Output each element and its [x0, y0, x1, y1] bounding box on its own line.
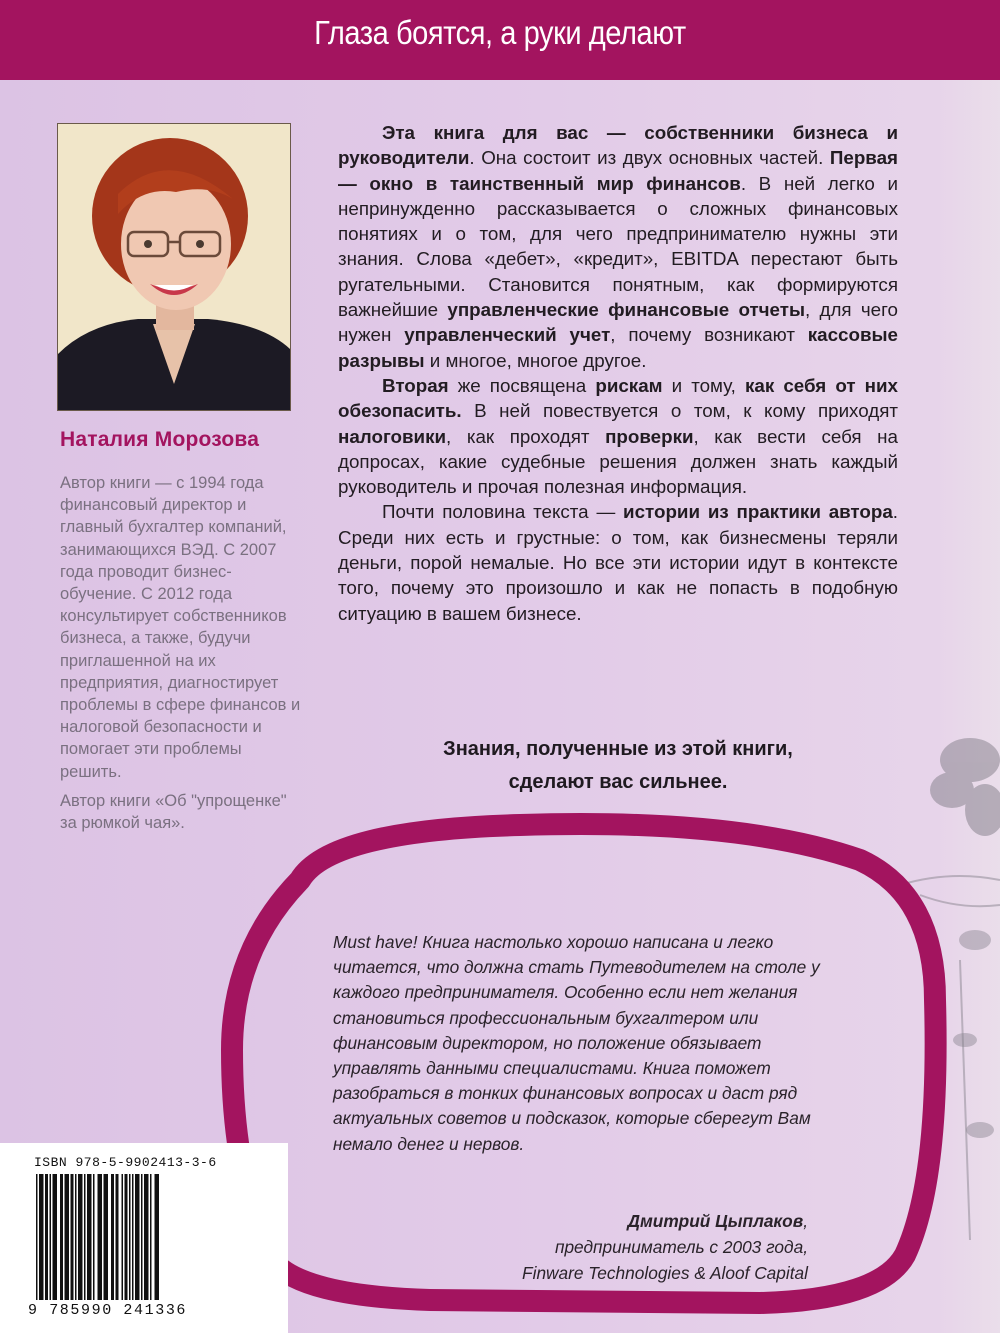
book-series-title: Глаза боятся, а руки делают: [314, 14, 686, 51]
barcode-bar: [150, 1174, 152, 1300]
barcode-bar: [84, 1174, 86, 1300]
barcode-bar: [93, 1174, 95, 1300]
description-span: . Среди них есть и грустные: о том, как бизнесмены теряли деньги, порой немалые. Но все эти истории идут в контексте того, почему это произошло и как не попасть в подобную ситуацию в вашем бизнесе.: [338, 501, 898, 624]
description-span: рискам: [595, 374, 663, 396]
barcode-bar: [132, 1174, 134, 1300]
review-quote: Must have! Книга настолько хорошо написана и легко читается, что должна стать Путеводителем на столе у каждого предпринимателя. Особенно если нет желания становиться профессиональным бухгалтером или финансовым директором, но положение обязывает управлять данными специалистами. Книга поможет разобраться в тонких финансовых вопросах и даст ряд актуальных советов и подсказок, которые сберегут Вам немало денег и нервов.: [333, 932, 820, 1154]
barcode-bar: [87, 1174, 92, 1300]
barcode-bar: [122, 1174, 124, 1300]
isbn-label: ISBN 978-5-9902413-3-6: [34, 1155, 217, 1170]
barcode-bar: [111, 1174, 114, 1300]
barcode-bar: [144, 1174, 149, 1300]
barcode: [34, 1174, 234, 1304]
description-span: , почему возникают: [610, 324, 808, 346]
barcode-bar: [36, 1174, 38, 1300]
description-span: , для чего нужен: [338, 299, 899, 346]
barcode-bar: [50, 1174, 52, 1300]
description-span: Первая — окно в таинственный мир финансов: [338, 147, 898, 194]
reviewer-role: предприниматель с 2003 года,: [554, 1237, 808, 1257]
description-span: . В ней легко и непринужденно рассказывается о сложных финансовых понятиях и о том, для чего предпринимателю нужны эти знания. Слова «дебет», «кредит», EBITDA перестают быть ругательными. Становится понятным, как формируются важнейшие: [338, 172, 898, 321]
review-attribution: Дмитрий Цыплаков, предприниматель с 2003 года, Finware Technologies & Aloof Capital: [420, 1208, 808, 1286]
description-span: как себя от них обезопасить.: [338, 374, 898, 422]
author-bio-paragraph: Автор книги — с 1994 года финансовый директор и главный бухгалтер компаний, занимающихся ВЭД. С 2007 года проводит бизнес-обучение. С 2012 года консультирует собственников бизнеса, а также, будучи приглашенной на их предприятия, диагностирует проблемы в сфере финансов и налоговой безопасности и помогает эти проблемы решить.: [60, 474, 301, 781]
author-name: Наталия Морозова: [60, 428, 260, 451]
reviewer-company: Finware Technologies & Aloof Capital: [522, 1263, 808, 1283]
barcode-bar: [98, 1174, 103, 1300]
barcode-bar: [104, 1174, 109, 1300]
barcode-bar: [39, 1174, 44, 1300]
barcode-bar: [75, 1174, 77, 1300]
description-span: В ней повествуется о том, к кому приходят: [461, 400, 898, 422]
description-span: Вторая: [382, 374, 449, 396]
barcode-bar: [135, 1174, 140, 1300]
description-span: кассовые разрывы: [338, 324, 898, 371]
barcode-bar: [71, 1174, 74, 1300]
barcode-bar: [141, 1174, 143, 1300]
author-other-book: Автор книги «Об "упрощенке" за рюмкой чая».: [60, 791, 287, 833]
description-span: управленческий учет: [404, 324, 611, 346]
description-span: же посвящена: [448, 374, 596, 396]
barcode-bar: [65, 1174, 70, 1300]
reviewer-name: Дмитрий Цыплаков: [627, 1211, 804, 1231]
barcode-bar: [125, 1174, 128, 1300]
barcode-bar: [155, 1174, 160, 1300]
description-span: и тому,: [662, 374, 745, 396]
description-span: проверки: [605, 425, 694, 447]
description-span: . Она состоит из двух основных частей.: [469, 147, 830, 169]
description-span: , как вести себя на допросах, какие судебные решения должен знать каждый руководитель и прочая полезная информация.: [338, 425, 898, 498]
barcode-digits: 9 785990 241336: [28, 1302, 188, 1319]
barcode-bar: [53, 1174, 58, 1300]
description-span: налоговики: [338, 425, 447, 447]
barcode-bar: [45, 1174, 48, 1300]
description-span: , как проходят: [446, 425, 606, 447]
description-span: истории из практики автора: [623, 501, 893, 523]
barcode-bar: [129, 1174, 131, 1300]
description-span: управленческие финансовые отчеты: [447, 299, 805, 321]
description-span: Эта книга для вас — собственники бизнеса и руководители: [338, 122, 898, 169]
barcode-bar: [116, 1174, 119, 1300]
description-span: Почти половина текста —: [382, 501, 624, 523]
slogan-line-2: сделают вас сильнее.: [508, 771, 728, 793]
barcode-bar: [78, 1174, 83, 1300]
description-span: и многое, многое другое.: [424, 349, 647, 371]
barcode-bar: [60, 1174, 63, 1300]
slogan-line-1: Знания, полученные из этой книги,: [443, 738, 793, 760]
